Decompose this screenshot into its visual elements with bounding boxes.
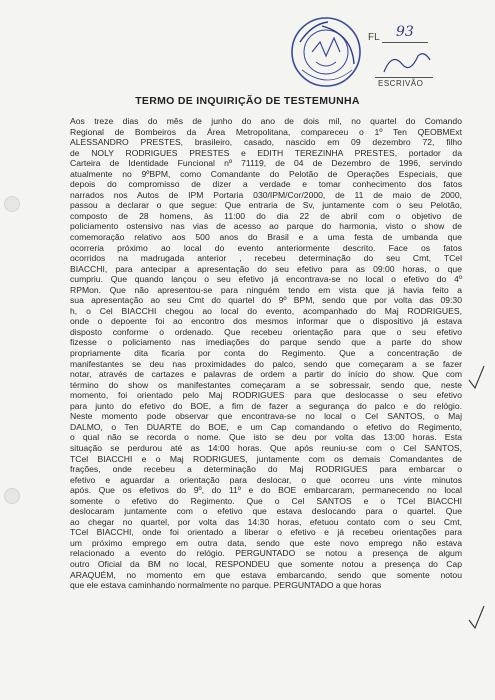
body-line: Aos treze dias do mês de junho do ano de dois mil, no quartel do Comando	[70, 116, 462, 126]
folio-underline	[382, 42, 428, 43]
body-line: atualmente no 9ºBPM, como Comandante do Pelotão de Operações Especiais, que	[70, 168, 462, 179]
body-line: que ele estava caminhando normalmente no parque. PERGUNTADO a que horas	[70, 580, 382, 591]
body-line: TCel BIACCHI e o Maj RODRIGUES, juntamente com os demais Comandantes de	[70, 453, 462, 464]
body-line: DALMO, o Ten DUARTE do BOE, e um Cap comandando o efetivo do Regimento,	[70, 421, 462, 432]
body-line: propriamente dita ficaria por conta do Regimento. Que a concentração de	[70, 348, 462, 359]
body-line: disposto conforme o ordenado. Que recebeu orientação para que o seu efetivo	[70, 326, 462, 337]
official-seal-stamp	[282, 12, 378, 92]
body-line: situação se perdurou até as 14:00 horas. Que após reuniu-se com o Cel SANTOS,	[70, 442, 462, 453]
body-line: TCel BIACCHI, onde foi orientado a liberar o efetivo e já recebeu orientações para	[70, 527, 462, 538]
body-line: onde o depoente foi ao encontro dos mesmos informar que o dispositivo já estava	[70, 316, 462, 327]
body-line: h, o Cel BIACCHI chegou ao local do evento, acompanhado do Maj RODRIGUES,	[70, 305, 462, 316]
body-line: Carteira de Identidade Funcional nº 71119, de 04 de Dezembro de 1996, servindo	[70, 158, 462, 169]
body-line: deslocaram juntamente com o efetivo que estava deslocando para o quartel. Que	[70, 506, 462, 517]
document-title: TERMO DE INQUIRIÇÃO DE TESTEMUNHA	[135, 95, 360, 107]
body-line: após. Que os efetivos do 9º, do 11º e do BOE embarcaram, permanecendo no local	[70, 485, 462, 496]
body-line: outro Oficial da BM no local, RESPONDEU que somente notou a presença do Cap	[70, 558, 462, 569]
body-line: ocorridos na madrugada anterior , recebeu determinação do seu Cmt, TCel	[70, 253, 462, 264]
body-line: um próximo emprego em outra data, sendo que este novo emprego não estava	[70, 537, 462, 548]
body-line: frações, onde recebeu a determinação do Maj RODRIGUES para embarcar o	[70, 464, 462, 475]
folio-label: FL	[368, 32, 380, 43]
body-line: o qual não se recorda o nome. Que isto se deu por volta das 13:00 horas. Esta	[70, 432, 462, 443]
body-line: composto de 28 homens, às 11:00 do dia 22 de abril com o objetivo de	[70, 210, 462, 221]
clerk-label: ESCRIVÃO	[378, 79, 424, 88]
body-line: passou a declarar o que segue: Que entraria de Sv, juntamente com o seu Pelotão,	[70, 200, 462, 211]
body-line: narrados nos Autos de IPM Portaria 030/IPM/Cor/2000, de 11 de maio de 2000,	[70, 189, 462, 200]
body-line: efetivo e aguardar a orientação para deslocar, o que ocorreu uns vinte minutos	[70, 474, 462, 485]
body-line: depois do compromisso de dizer a verdade e tomar conhecimento dos fatos	[70, 179, 462, 190]
body-line: manifestantes se deu nas proximidades do palco, sendo que começaram a se fazer	[70, 358, 462, 369]
body-line: término do show os manifestantes começaram a se sobressair, sendo que, neste	[70, 379, 462, 390]
binder-hole	[4, 488, 20, 504]
margin-check-marks	[466, 360, 488, 660]
body-line: ao chegar no quartel, por volta das 14:30 horas, efetuou contato com o seu Cmt,	[70, 516, 462, 527]
body-line: momento, foi orientado pelo Maj RODRIGUES para que deslocasse o seu efetivo	[70, 390, 462, 401]
body-line: de NOLY RODRIGUES PRESTES e EDITH TEREZINHA PRESTES, portador da	[70, 147, 462, 158]
body-line: sua apresentação ao seu Cmt do quartel do 9º BPM, sendo que por volta das 09:30	[70, 295, 462, 306]
body-line: cumpriu. Que quando lançou o seu efetivo já encontrava-se no local o efetivo do 4º	[70, 274, 462, 285]
body-line: policiamento ostensivo nas vias de acesso ao parque do harmonia, visto o show de	[70, 221, 462, 232]
body-line: para junto do efetivo do BOE, a fim de fazer a segurança do palco e do relógio.	[70, 400, 462, 411]
clerk-signature-line	[375, 77, 433, 78]
body-line: Regional de Bombeiros da Área Metropolitana, compareceu o 1º Ten QEOBMExt	[70, 126, 462, 137]
body-line: ALESSANDRO PRESTES, brasileiro, casado, nascido em 09 dezembro 72, filho	[70, 137, 462, 148]
clerk-signature	[380, 48, 436, 78]
body-line: ocorreria próximo ao local do evento anteriormente descrito. Face os fatos	[70, 242, 462, 253]
testimony-body	[70, 116, 462, 591]
body-line: relacionado a evento do relógio. PERGUNTADO se notou a presença de algum	[70, 548, 462, 559]
folio-number: 93	[396, 24, 414, 40]
body-line: RPMon. Que não apresentou-se para ninguém tendo em vista que já havia feito a	[70, 284, 462, 295]
body-line: fizesse o policiamento nas imediações do parque sendo que a parte do show	[70, 337, 462, 348]
body-line: Neste momento pode observar que encontrava-se no local o Cel SANTOS, o Maj	[70, 411, 462, 422]
body-line: somente o efetivo do Regimento. Que o Cel SANTOS e o TCel BIACCHI	[70, 495, 462, 506]
body-line: notar, através de cartazes e palavras de ordem a partir do início do show. Que com	[70, 369, 462, 380]
body-line: comemoração relativo aos 500 anos do Brasil e a uma festa de umbanda que	[70, 232, 462, 243]
body-line: ARAQUÉM, no momento em que estava embarcando, sendo que somente notou	[70, 569, 462, 580]
body-line: BIACCHI, para antecipar a apresentação do seu efetivo para as 09:00 horas, o que	[70, 263, 462, 274]
binder-hole	[4, 196, 20, 212]
